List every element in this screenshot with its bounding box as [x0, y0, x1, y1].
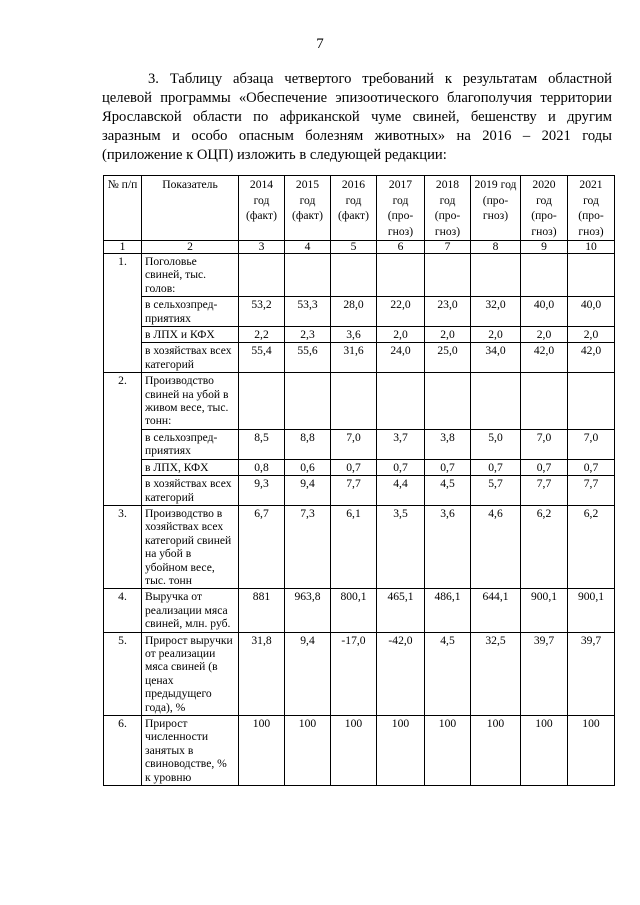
table-row	[104, 297, 615, 327]
value-cell: 0,7	[471, 459, 521, 475]
value-cell: 100	[521, 716, 568, 786]
value-cell: 0,7	[521, 459, 568, 475]
header-cell: 2018 год (про-гноз)	[425, 176, 471, 241]
value-cell: 9,3	[239, 476, 285, 506]
empty-cell	[285, 373, 331, 430]
row-number: 4.	[104, 589, 142, 632]
table-row	[104, 373, 615, 430]
value-cell: 42,0	[521, 343, 568, 373]
header-cell: 2015 год (факт)	[285, 176, 331, 241]
value-cell: 0,7	[331, 459, 377, 475]
header-cell: 2017 год (про-гноз)	[377, 176, 425, 241]
value-cell: 22,0	[377, 297, 425, 327]
column-number: 4	[285, 241, 331, 254]
value-cell: 40,0	[568, 297, 615, 327]
value-cell: 100	[285, 716, 331, 786]
column-number: 6	[377, 241, 425, 254]
intro-text: 3. Таблицу абзаца четвертого требований к результатам областной целевой программы «Обеспечение эпизоотического благополучия территории Ярославской области по африканской чуме свиней, бешенству и другим заразным и особо опасным болезням животных» на 2016 – 2021 годы (приложение к ОЦП) изложить в следующей редакции:	[102, 71, 612, 163]
column-number: 1	[104, 241, 142, 254]
table-row	[104, 632, 615, 715]
value-cell: 6,1	[331, 505, 377, 588]
header-cell: 2019 год (про-гноз)	[471, 176, 521, 241]
value-cell: 2,0	[377, 327, 425, 343]
table-row	[104, 476, 615, 506]
indicator-label: в ЛПХ и КФХ	[142, 327, 239, 343]
value-cell: 0,7	[568, 459, 615, 475]
empty-cell	[377, 254, 425, 297]
indicator-label: в хозяйствах всех категорий	[142, 476, 239, 506]
column-number: 5	[331, 241, 377, 254]
value-cell: 7,7	[521, 476, 568, 506]
value-cell: 34,0	[471, 343, 521, 373]
value-cell: 800,1	[331, 589, 377, 632]
value-cell: 24,0	[377, 343, 425, 373]
empty-cell	[285, 254, 331, 297]
value-cell: 42,0	[568, 343, 615, 373]
value-cell: 23,0	[425, 297, 471, 327]
page-number: 7	[316, 36, 324, 52]
value-cell: 100	[331, 716, 377, 786]
value-cell: 2,3	[285, 327, 331, 343]
value-cell: 2,0	[425, 327, 471, 343]
value-cell: 4,5	[425, 632, 471, 715]
intro-paragraph	[102, 70, 612, 165]
value-cell: -42,0	[377, 632, 425, 715]
column-number: 10	[568, 241, 615, 254]
indicator-label: в сельхозпред-приятиях	[142, 429, 239, 459]
value-cell: 881	[239, 589, 285, 632]
value-cell: 8,8	[285, 429, 331, 459]
value-cell: 2,0	[471, 327, 521, 343]
header-cell: 2020 год (про-гноз)	[521, 176, 568, 241]
value-cell: 465,1	[377, 589, 425, 632]
value-cell: 39,7	[521, 632, 568, 715]
value-cell: 6,2	[521, 505, 568, 588]
empty-cell	[521, 254, 568, 297]
empty-cell	[568, 373, 615, 430]
header-cell: № п/п	[104, 176, 142, 241]
value-cell: 55,4	[239, 343, 285, 373]
indicator-label: Выручка от реализации мяса свиней, млн. руб.	[142, 589, 239, 632]
value-cell: 31,8	[239, 632, 285, 715]
value-cell: 55,6	[285, 343, 331, 373]
value-cell: 7,0	[521, 429, 568, 459]
value-cell: 900,1	[521, 589, 568, 632]
value-cell: 8,5	[239, 429, 285, 459]
table-row	[104, 429, 615, 459]
value-cell: 0,6	[285, 459, 331, 475]
indicator-label: в хозяйствах всех категорий	[142, 343, 239, 373]
value-cell: 3,8	[425, 429, 471, 459]
value-cell: 900,1	[568, 589, 615, 632]
header-cell: 2021 год (про-гноз)	[568, 176, 615, 241]
column-number-row	[104, 241, 615, 254]
value-cell: 0,8	[239, 459, 285, 475]
value-cell: 3,6	[425, 505, 471, 588]
value-cell: 4,5	[425, 476, 471, 506]
row-number: 2.	[104, 373, 142, 506]
value-cell: 32,0	[471, 297, 521, 327]
value-cell: 644,1	[471, 589, 521, 632]
value-cell: 25,0	[425, 343, 471, 373]
value-cell: 5,0	[471, 429, 521, 459]
row-number: 6.	[104, 716, 142, 786]
column-number: 7	[425, 241, 471, 254]
value-cell: 2,0	[568, 327, 615, 343]
value-cell: -17,0	[331, 632, 377, 715]
indicator-label: Производство свиней на убой в живом весе, тыс. тонн:	[142, 373, 239, 430]
empty-cell	[377, 373, 425, 430]
value-cell: 3,5	[377, 505, 425, 588]
empty-cell	[239, 373, 285, 430]
table-row	[104, 343, 615, 373]
value-cell: 100	[239, 716, 285, 786]
header-cell: Показатель	[142, 176, 239, 241]
value-cell: 6,2	[568, 505, 615, 588]
value-cell: 53,2	[239, 297, 285, 327]
value-cell: 7,7	[331, 476, 377, 506]
value-cell: 3,6	[331, 327, 377, 343]
table-row	[104, 254, 615, 297]
indicator-label: Производство в хозяйствах всех категорий свиней на убой в убойном весе, тыс. тонн	[142, 505, 239, 588]
value-cell: 3,7	[377, 429, 425, 459]
table-row	[104, 505, 615, 588]
indicators-table	[103, 175, 615, 786]
value-cell: 100	[425, 716, 471, 786]
empty-cell	[239, 254, 285, 297]
value-cell: 5,7	[471, 476, 521, 506]
empty-cell	[568, 254, 615, 297]
empty-cell	[521, 373, 568, 430]
value-cell: 32,5	[471, 632, 521, 715]
empty-cell	[425, 254, 471, 297]
value-cell: 31,6	[331, 343, 377, 373]
indicator-label: Прирост выручки от реализации мяса свиней (в ценах предыдущего года), %	[142, 632, 239, 715]
value-cell: 9,4	[285, 476, 331, 506]
value-cell: 4,4	[377, 476, 425, 506]
value-cell: 6,7	[239, 505, 285, 588]
value-cell: 0,7	[425, 459, 471, 475]
value-cell: 9,4	[285, 632, 331, 715]
empty-cell	[425, 373, 471, 430]
empty-cell	[471, 373, 521, 430]
column-number: 3	[239, 241, 285, 254]
value-cell: 100	[471, 716, 521, 786]
indicator-label: в сельхозпред-приятиях	[142, 297, 239, 327]
row-number: 3.	[104, 505, 142, 588]
value-cell: 100	[568, 716, 615, 786]
indicator-label: Прирост численности занятых в свиноводстве, % к уровню	[142, 716, 239, 786]
value-cell: 28,0	[331, 297, 377, 327]
value-cell: 0,7	[377, 459, 425, 475]
row-number: 5.	[104, 632, 142, 715]
value-cell: 7,3	[285, 505, 331, 588]
row-number: 1.	[104, 254, 142, 373]
value-cell: 4,6	[471, 505, 521, 588]
header-cell: 2014 год (факт)	[239, 176, 285, 241]
empty-cell	[471, 254, 521, 297]
empty-cell	[331, 254, 377, 297]
value-cell: 53,3	[285, 297, 331, 327]
indicator-label: Поголовье свиней, тыс. голов:	[142, 254, 239, 297]
value-cell: 486,1	[425, 589, 471, 632]
indicator-label: в ЛПХ, КФХ	[142, 459, 239, 475]
value-cell: 39,7	[568, 632, 615, 715]
value-cell: 100	[377, 716, 425, 786]
value-cell: 2,0	[521, 327, 568, 343]
value-cell: 7,7	[568, 476, 615, 506]
column-number: 9	[521, 241, 568, 254]
value-cell: 7,0	[568, 429, 615, 459]
value-cell: 2,2	[239, 327, 285, 343]
value-cell: 963,8	[285, 589, 331, 632]
header-cell: 2016 год (факт)	[331, 176, 377, 241]
table-row	[104, 589, 615, 632]
table-body	[104, 254, 615, 786]
empty-cell	[331, 373, 377, 430]
value-cell: 7,0	[331, 429, 377, 459]
table-row	[104, 327, 615, 343]
table-row	[104, 459, 615, 475]
column-number: 2	[142, 241, 239, 254]
table-header-row	[104, 176, 615, 241]
value-cell: 40,0	[521, 297, 568, 327]
table-row	[104, 716, 615, 786]
column-number: 8	[471, 241, 521, 254]
